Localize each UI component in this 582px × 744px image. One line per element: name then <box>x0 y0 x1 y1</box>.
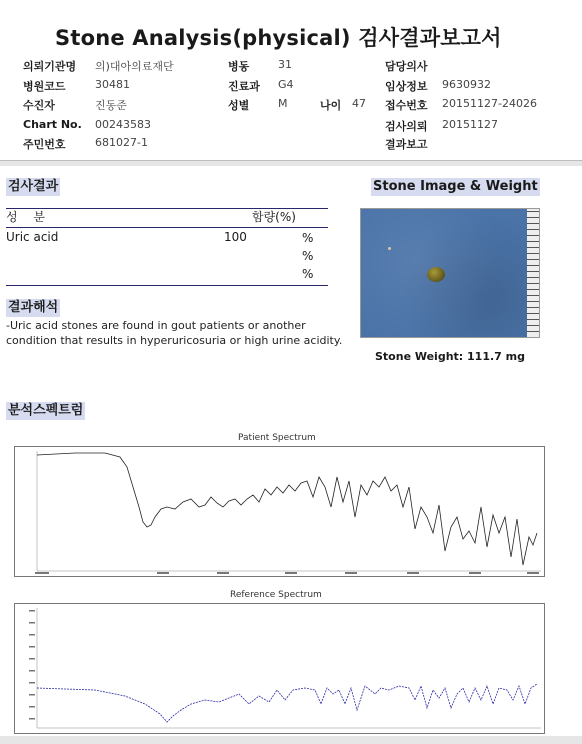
info-label: Chart No. <box>23 118 82 131</box>
row-1-value: 100 <box>224 230 247 244</box>
table-header-rule <box>6 227 328 228</box>
row-1-component: Uric acid <box>6 230 59 244</box>
stone-image <box>360 208 540 338</box>
stone-weight: Stone Weight: 111.7 mg <box>375 350 525 363</box>
info-value: 31 <box>278 58 292 71</box>
row-2-unit: % <box>302 249 314 263</box>
info-label: 병동 <box>228 60 250 73</box>
info-age-value <box>352 97 366 110</box>
info-label: 성별 <box>228 99 250 112</box>
tick-mark <box>157 572 169 574</box>
tick-mark <box>29 646 35 648</box>
spectrum-section-title: 분석스펙트럼 <box>8 403 84 418</box>
interpretation-text: -Uric acid stones are found in gout patients or another condition that results in hyperuricosuria or high urine acidity. <box>6 319 343 347</box>
info-hospital-code-value <box>95 78 130 91</box>
reference-spectrum-plot <box>15 604 544 733</box>
info-label: 담당의사 <box>385 60 428 73</box>
info-clinical <box>385 78 428 94</box>
table-bottom-rule <box>6 285 328 286</box>
info-value: 20151127 <box>442 118 498 131</box>
info-value: 20151127-24026 <box>442 97 537 110</box>
debris-speck <box>388 247 391 250</box>
tick-mark <box>29 718 35 720</box>
ruler-scale <box>527 209 539 337</box>
footer-band <box>0 736 582 744</box>
info-label: 나이 <box>320 99 342 112</box>
info-value: 30481 <box>95 78 130 91</box>
patient-spectrum-title: Patient Spectrum <box>238 433 316 443</box>
info-label: 접수번호 <box>385 99 428 112</box>
tick-mark <box>29 706 35 708</box>
info-hospital-code <box>23 78 66 94</box>
info-label: 의뢰기관명 <box>23 60 77 73</box>
tick-mark <box>29 622 35 624</box>
tick-mark <box>217 572 229 574</box>
tick-mark <box>29 682 35 684</box>
info-age <box>320 97 341 113</box>
tick-mark <box>407 572 419 574</box>
info-ward <box>228 58 249 74</box>
info-value: 진동준 <box>95 99 127 112</box>
stone-photo <box>427 267 445 282</box>
info-label: 검사의뢰 <box>385 120 428 133</box>
info-department <box>228 78 260 94</box>
info-doctor <box>385 58 428 74</box>
table-top-rule <box>6 208 328 209</box>
col-content-header: 함량(%) <box>252 210 296 224</box>
patient-spectrum-plot <box>15 447 544 576</box>
info-recipient-value <box>95 97 127 113</box>
tick-mark <box>29 658 35 660</box>
patient-spectrum-box <box>14 446 545 577</box>
interpretation-section-title: 결과해석 <box>8 300 59 315</box>
info-value: 681027-1 <box>95 136 148 149</box>
tick-mark <box>29 610 35 612</box>
info-test-request-value <box>442 118 498 131</box>
reference-spectrum-box <box>14 603 545 734</box>
info-institution-value <box>95 58 174 74</box>
info-clinical-value <box>442 78 491 91</box>
info-label: 주민번호 <box>23 138 66 151</box>
info-sex <box>228 97 249 113</box>
reference-y-ticks <box>29 610 35 720</box>
tick-mark <box>469 572 481 574</box>
info-label: 임상정보 <box>385 80 428 93</box>
info-value: 9630932 <box>442 78 491 91</box>
info-label: 병원코드 <box>23 80 66 93</box>
info-resident-no <box>23 136 66 152</box>
info-chart-no <box>23 118 82 131</box>
patient-x-ticks <box>35 572 539 574</box>
info-value: 00243583 <box>95 118 151 131</box>
tick-mark <box>29 694 35 696</box>
results-section-title: 검사결과 <box>8 179 59 194</box>
info-value: M <box>278 97 288 110</box>
info-label: 수진자 <box>23 99 55 112</box>
info-recipient <box>23 97 55 113</box>
info-label: 진료과 <box>228 80 260 93</box>
info-receipt-no-value <box>442 97 537 110</box>
header-divider <box>0 160 582 166</box>
tick-mark <box>29 634 35 636</box>
info-chart-no-value <box>95 118 151 131</box>
info-department-value <box>278 78 294 91</box>
row-1-unit: % <box>302 231 314 245</box>
info-resident-no-value <box>95 136 148 149</box>
reference-spectrum-line <box>37 684 537 722</box>
tick-mark <box>285 572 297 574</box>
tick-mark <box>345 572 357 574</box>
info-ward-value <box>278 58 292 71</box>
patient-spectrum-line <box>37 453 537 565</box>
tick-mark <box>29 670 35 672</box>
info-institution <box>23 58 76 74</box>
col-component-header: 성 분 <box>6 210 51 224</box>
info-value: 의)대아의료재단 <box>95 60 174 73</box>
info-label: 결과보고 <box>385 138 428 151</box>
info-test-request <box>385 118 428 134</box>
info-value: G4 <box>278 78 294 91</box>
reference-spectrum-title: Reference Spectrum <box>230 590 322 600</box>
row-3-unit: % <box>302 267 314 281</box>
info-sex-value <box>278 97 288 110</box>
report-title: Stone Analysis(physical) 검사결과보고서 <box>55 26 502 50</box>
image-texture <box>361 209 539 337</box>
info-receipt-no <box>385 97 428 113</box>
stone-section-title: Stone Image & Weight <box>373 179 538 194</box>
info-result-report <box>385 136 428 152</box>
info-value: 47 <box>352 97 366 110</box>
tick-mark <box>527 572 539 574</box>
tick-mark <box>35 572 49 574</box>
